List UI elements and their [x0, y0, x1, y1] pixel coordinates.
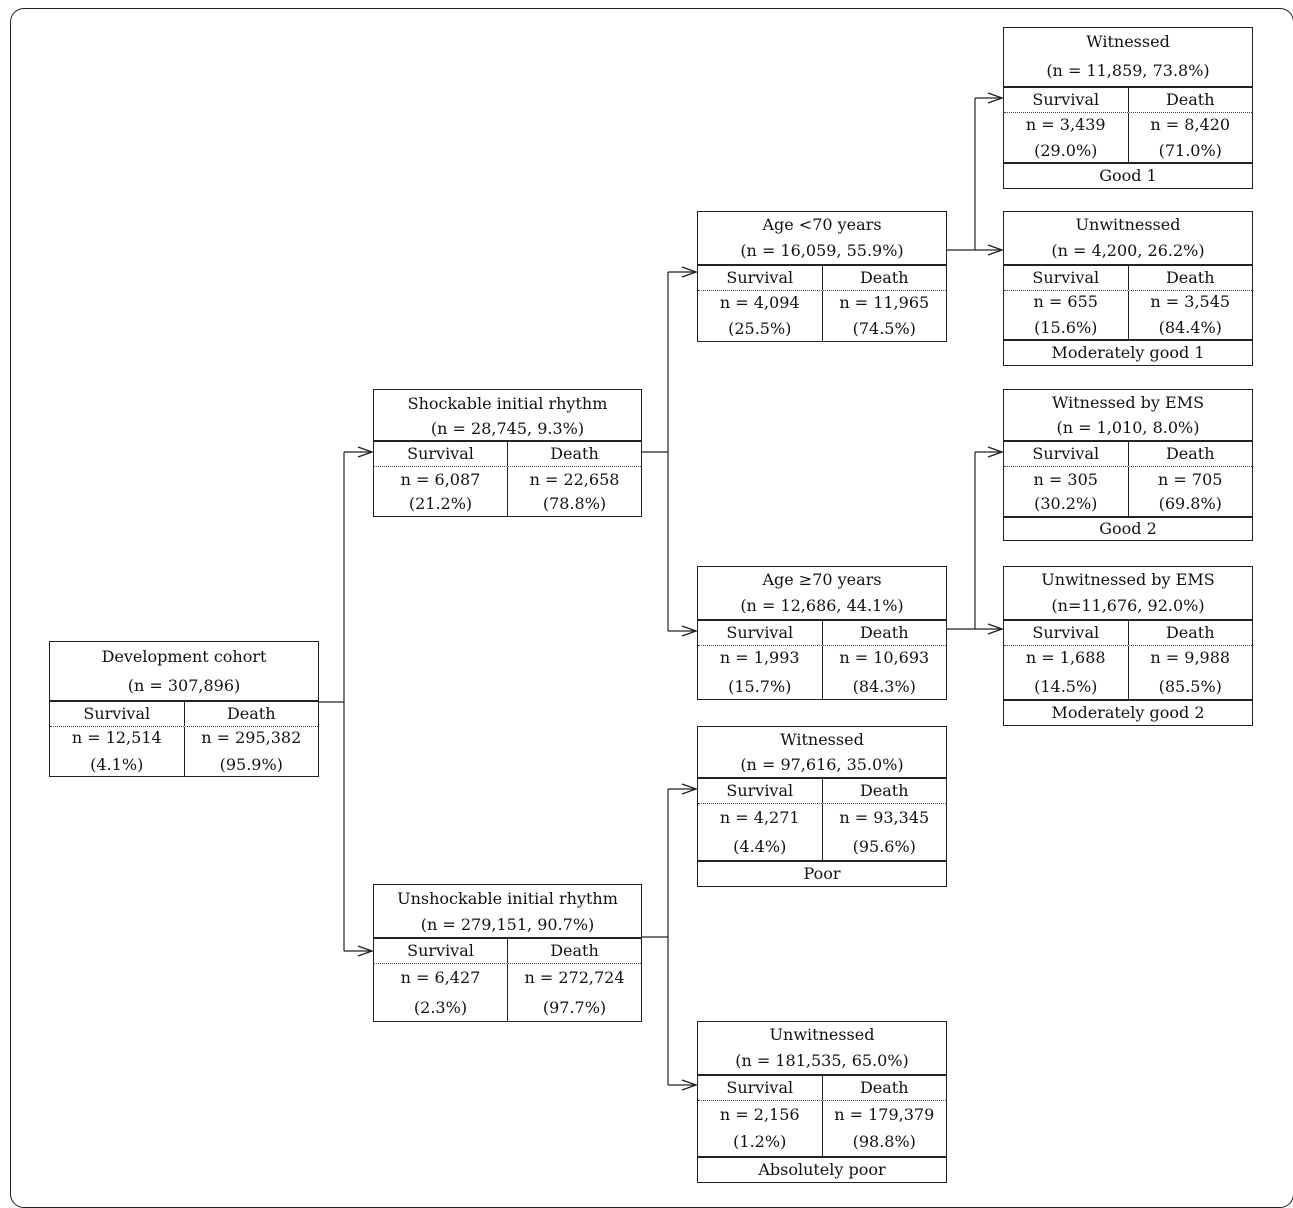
node-count: (n = 16,059, 55.9%)	[740, 241, 904, 260]
survival-header: Survival	[407, 444, 474, 463]
node-count: (n = 307,896)	[127, 676, 241, 695]
survival-count: n = 6,427	[400, 967, 481, 987]
connector-root	[318, 452, 344, 951]
survival-percent: (29.0%)	[1034, 140, 1098, 160]
death-header: Death	[507, 939, 641, 963]
death-header: Death	[1128, 88, 1253, 112]
node-title: Shockable initial rhythm	[407, 394, 608, 413]
node-title: Unwitnessed	[769, 1025, 875, 1044]
death-percent: (69.8%)	[1158, 493, 1222, 513]
death-percent: (84.4%)	[1158, 318, 1222, 337]
node-title: Witnessed	[1086, 32, 1170, 51]
prognosis-label: Good 1	[1004, 162, 1252, 188]
node-unshockable-rhythm	[373, 884, 642, 1022]
prognosis-label: Moderately good 1	[1004, 339, 1252, 365]
node-title: Unshockable initial rhythm	[397, 889, 618, 908]
death-percent: (95.6%)	[852, 836, 916, 856]
node-age-70-plus	[697, 566, 947, 700]
prognosis-label: Good 2	[1004, 516, 1252, 540]
node-count: (n = 12,686, 44.1%)	[740, 596, 904, 615]
connector-age-ge70	[946, 452, 975, 629]
death-count: n = 3,545	[1150, 292, 1231, 311]
death-count: n = 295,382	[201, 728, 302, 747]
survival-percent: (14.5%)	[1034, 677, 1098, 696]
survival-percent: (1.2%)	[733, 1132, 787, 1151]
survival-count: n = 12,514	[71, 728, 162, 747]
node-unwitnessed-unshockable	[697, 1021, 947, 1183]
death-count: n = 272,724	[524, 967, 625, 987]
survival-count: n = 1,993	[719, 648, 800, 667]
node-title: Development cohort	[101, 647, 267, 666]
survival-count: n = 4,271	[719, 807, 800, 827]
death-header: Death	[1128, 266, 1253, 290]
death-percent: (95.9%)	[219, 755, 283, 774]
connector-age-lt70	[946, 98, 975, 250]
node-count: (n=11,676, 92.0%)	[1051, 596, 1205, 615]
death-percent: (78.8%)	[542, 493, 607, 513]
survival-percent: (4.4%)	[733, 836, 787, 856]
survival-header: Survival	[726, 781, 794, 800]
survival-count: n = 6,087	[400, 469, 481, 489]
survival-count: n = 2,156	[719, 1105, 800, 1124]
connector-unshockable	[641, 789, 668, 1085]
survival-percent: (15.6%)	[1034, 318, 1098, 337]
survival-count: n = 655	[1033, 292, 1098, 311]
survival-count: n = 1,688	[1025, 648, 1106, 667]
survival-header: Survival	[1032, 623, 1100, 642]
node-title: Witnessed	[780, 730, 864, 749]
death-count: n = 705	[1158, 469, 1223, 489]
node-count: (n = 11,859, 73.8%)	[1046, 61, 1210, 80]
survival-count: n = 305	[1033, 469, 1098, 489]
node-development-cohort	[49, 641, 319, 777]
death-count: n = 9,988	[1150, 648, 1231, 667]
death-count: n = 10,693	[839, 648, 930, 667]
survival-count: n = 4,094	[719, 293, 800, 312]
node-count: (n = 181,535, 65.0%)	[735, 1051, 909, 1070]
prognosis-label: Moderately good 2	[1004, 699, 1252, 725]
death-header: Death	[822, 1076, 947, 1100]
death-count: n = 11,965	[839, 293, 930, 312]
survival-percent: (21.2%)	[408, 493, 473, 513]
node-witnessed-unshockable	[697, 726, 947, 887]
node-count: (n = 97,616, 35.0%)	[740, 755, 904, 774]
death-header: Death	[822, 779, 947, 803]
node-count: (n = 279,151, 90.7%)	[420, 915, 595, 934]
death-count: n = 8,420	[1150, 114, 1231, 134]
node-shockable-rhythm	[373, 389, 642, 517]
death-percent: (74.5%)	[852, 319, 916, 338]
death-header: Death	[184, 702, 319, 726]
survival-percent: (15.7%)	[728, 677, 792, 696]
death-header: Death	[1128, 621, 1253, 645]
node-count: (n = 4,200, 26.2%)	[1051, 241, 1205, 260]
node-title: Age <70 years	[762, 215, 882, 234]
death-percent: (98.8%)	[852, 1132, 916, 1151]
node-title: Witnessed by EMS	[1051, 393, 1205, 412]
death-header: Death	[1128, 442, 1253, 466]
survival-percent: (2.3%)	[413, 997, 468, 1017]
prognosis-label: Poor	[698, 860, 946, 886]
death-header: Death	[822, 621, 947, 645]
survival-header: Survival	[1032, 444, 1100, 463]
node-title: Unwitnessed	[1075, 215, 1181, 234]
node-count: (n = 28,745, 9.3%)	[430, 419, 585, 438]
node-count: (n = 1,010, 8.0%)	[1056, 418, 1200, 437]
survival-percent: (4.1%)	[90, 755, 144, 774]
survival-percent: (30.2%)	[1034, 493, 1098, 513]
survival-header: Survival	[726, 623, 794, 642]
node-witnessed-by-ems	[1003, 389, 1253, 541]
death-percent: (84.3%)	[852, 677, 916, 696]
node-witnessed-under-70	[1003, 27, 1253, 189]
survival-percent: (25.5%)	[728, 319, 792, 338]
survival-count: n = 3,439	[1025, 114, 1106, 134]
survival-header: Survival	[1032, 268, 1100, 287]
survival-header: Survival	[83, 704, 151, 723]
survival-header: Survival	[726, 268, 794, 287]
prognosis-label: Absolutely poor	[698, 1156, 946, 1182]
death-header: Death	[822, 266, 947, 290]
death-count: n = 179,379	[834, 1105, 935, 1124]
node-unwitnessed-under-70	[1003, 211, 1253, 366]
node-age-under-70	[697, 211, 947, 342]
survival-header: Survival	[407, 941, 474, 960]
death-percent: (97.7%)	[542, 997, 607, 1017]
death-percent: (71.0%)	[1158, 140, 1222, 160]
survival-header: Survival	[726, 1078, 794, 1097]
death-header: Death	[507, 442, 641, 466]
node-unwitnessed-by-ems	[1003, 566, 1253, 726]
node-title: Age ≥70 years	[762, 570, 882, 589]
death-count: n = 22,658	[529, 469, 620, 489]
node-title: Unwitnessed by EMS	[1041, 570, 1215, 589]
survival-header: Survival	[1032, 90, 1100, 109]
death-count: n = 93,345	[839, 807, 930, 827]
death-percent: (85.5%)	[1158, 677, 1222, 696]
connector-shockable	[641, 272, 668, 631]
